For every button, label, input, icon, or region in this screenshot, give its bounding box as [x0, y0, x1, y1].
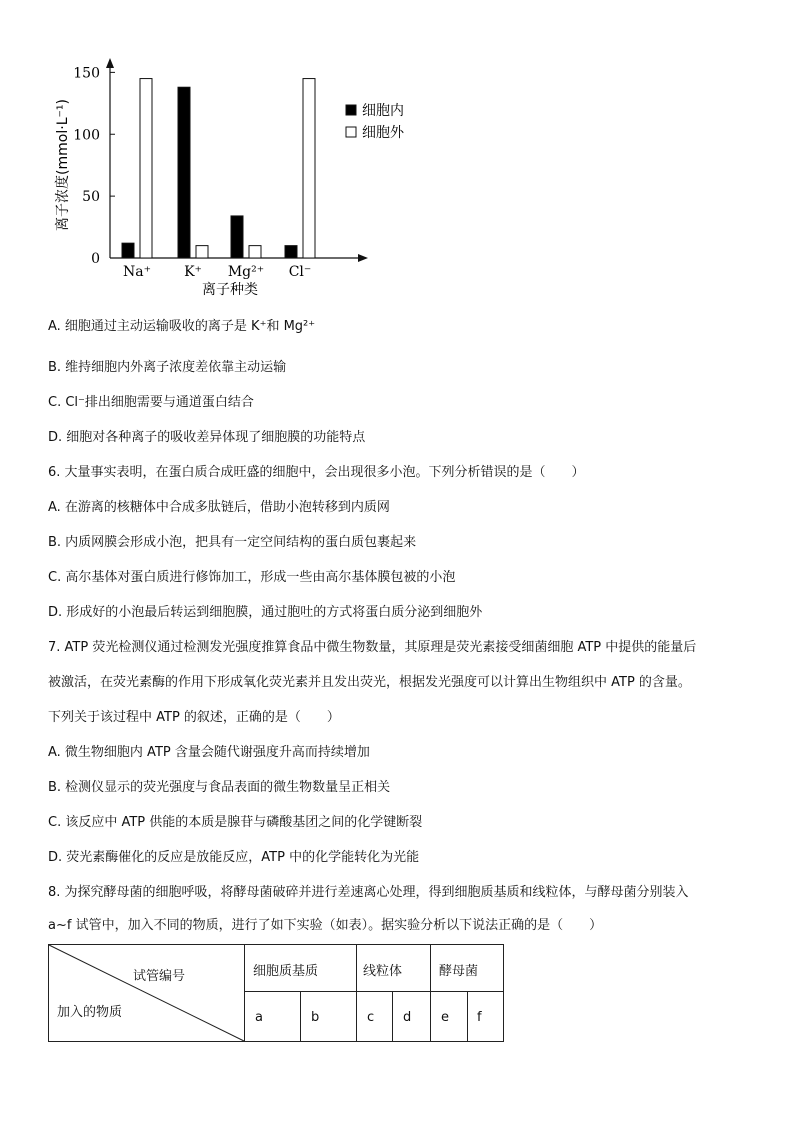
q7-option-d: D. 荧光素酶催化的反应是放能反应，ATP 中的化学能转化为光能 [48, 850, 420, 865]
bar-outside [303, 79, 315, 258]
x-tick-label: Cl⁻ [288, 264, 312, 280]
q7-option-b: B. 检测仪显示的荧光强度与食品表面的微生物数量呈正相关 [48, 780, 391, 795]
tube-e: e [441, 1010, 449, 1025]
group-yeast: 酵母菌 [439, 964, 479, 979]
corner-header-bottom: 加入的物质 [57, 1005, 123, 1020]
q5-option-d: D. 细胞对各种离子的吸收差异体现了细胞膜的功能特点 [48, 430, 366, 445]
tube-b: b [311, 1010, 320, 1025]
tube-d: d [403, 1010, 412, 1025]
q6-option-c: C. 高尔基体对蛋白质进行修饰加工，形成一些由高尔基体膜包被的小泡 [48, 570, 456, 585]
q7-option-a: A. 微生物细胞内 ATP 含量会随代谢强度升高而持续增加 [48, 745, 370, 760]
tube-a: a [255, 1010, 263, 1025]
chart-svg [50, 50, 404, 300]
bar-inside [122, 243, 134, 258]
q7-stem-line1: 7. ATP 荧光检测仪通过检测发光强度推算食品中微生物数量，其原理是荧光素接受细菌细胞 ATP 中提供的能量后 [48, 640, 697, 655]
y-axis-arrow [106, 58, 114, 68]
x-tick-label: Na⁺ [123, 264, 151, 280]
y-tick-label: 100 [73, 127, 100, 144]
tube-f: f [477, 1010, 482, 1025]
q5-option-b: B. 维持细胞内外离子浓度差依靠主动运输 [48, 360, 287, 375]
q6-option-d: D. 形成好的小泡最后转运到细胞膜，通过胞吐的方式将蛋白质分泌到细胞外 [48, 605, 483, 620]
q6-option-b: B. 内质网膜会形成小泡，把具有一定空间结构的蛋白质包裹起来 [48, 535, 417, 550]
q5-option-a: A. 细胞通过主动运输吸收的离子是 K⁺和 Mg²⁺ [48, 319, 316, 334]
q6-option-a: A. 在游离的核糖体中合成多肽链后，借助小泡转移到内质网 [48, 500, 390, 515]
bar-inside [285, 246, 297, 258]
legend-swatch [346, 105, 356, 115]
q8-stem-line1: 8. 为探究酵母菌的细胞呼吸，将酵母菌破碎并进行差速离心处理，得到细胞质基质和线粒体，与酵母菌分别装入 [48, 885, 689, 900]
corner-diagonal [49, 945, 245, 1043]
bar-outside [249, 246, 261, 258]
group-cytoplasm-matrix: 细胞质基质 [253, 964, 319, 979]
tube-c: c [367, 1010, 375, 1025]
group-mitochondria: 线粒体 [363, 964, 403, 979]
q5-option-c: C. Cl⁻排出细胞需要与通道蛋白结合 [48, 395, 254, 410]
legend-label: 细胞内 [362, 103, 404, 119]
legend-label: 细胞外 [362, 125, 404, 141]
legend-swatch [346, 127, 356, 137]
x-axis-arrow [358, 254, 368, 262]
bar-inside [178, 87, 190, 258]
q6-stem: 6. 大量事实表明，在蛋白质合成旺盛的细胞中，会出现很多小泡。下列分析错误的是（ ） [48, 465, 585, 480]
q7-stem-line3: 下列关于该过程中 ATP 的叙述，正确的是（ ） [48, 710, 340, 725]
y-axis-label: 离子浓度(mmol·L⁻¹) [55, 99, 71, 231]
y-tick-label: 0 [91, 251, 100, 267]
x-tick-label: Mg²⁺ [227, 264, 265, 280]
q7-stem-line2: 被激活，在荧光素酶的作用下形成氧化荧光素并且发出荧光，根据发光强度可以计算出生物组织中 ATP 的含量。 [48, 675, 691, 690]
corner-header-top: 试管编号 [133, 969, 186, 984]
y-tick-label: 50 [82, 189, 100, 206]
bar-outside [140, 79, 152, 258]
experiment-table [48, 944, 504, 1042]
x-axis-label: 离子种类 [202, 282, 258, 298]
q7-option-c: C. 该反应中 ATP 供能的本质是腺苷与磷酸基团之间的化学键断裂 [48, 815, 423, 830]
x-tick-label: K⁺ [184, 264, 202, 280]
y-tick-label: 150 [73, 65, 100, 82]
q8-stem-line2: a~f 试管中，加入不同的物质，进行了如下实验（如表）。据实验分析以下说法正确的是（ ） [48, 918, 603, 933]
bar-outside [196, 246, 208, 258]
ion-concentration-chart [50, 50, 404, 300]
bar-inside [231, 216, 243, 258]
